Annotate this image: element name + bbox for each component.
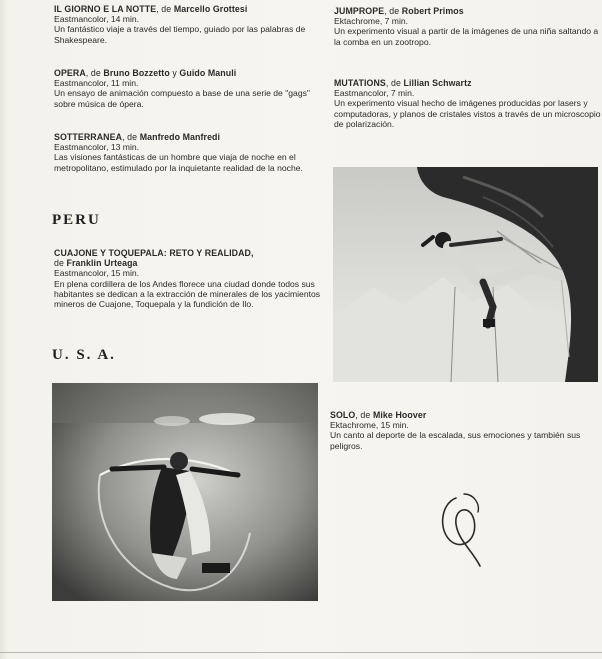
entry-format: Eastmancolor, 15 min. [54,268,140,279]
signature-mark [434,490,494,570]
handwritten-signature [434,490,494,570]
entry-heading: MUTATIONS, de Lillian Schwartz [334,78,472,88]
page-bottom-edge [0,652,602,653]
entry-heading: OPERA, de Bruno Bozzetto y Guido Manuli [54,68,237,78]
climber-photo [333,167,598,382]
entry-format: Eastmancolor, 13 min. [54,142,140,153]
entry-description: Un ensayo de animación compuesto a base de una serie de "gags" sobre música de ópera. [54,88,310,109]
jumprope-photo [52,383,318,601]
entry-solo [330,410,602,451]
entry-format: Ektachrome, 7 min. [334,16,409,27]
entry-description: Un experimento visual a partir de la imágenes de una niña saltando a la comba en un zootropo. [334,26,599,47]
entry-heading: SOLO, de Mike Hoover [330,410,427,420]
entry-description: Un experimento visual hecho de imágenes producidas por lasers y computadoras, y planos de cristales vistos a través de un microscopio de polarización. [334,98,601,129]
section-title-peru: PERU [52,212,101,228]
entry-heading: CUAJONE Y TOQUEPALA: RETO Y REALIDAD, [54,248,254,258]
entry-opera [54,68,322,109]
entry-il-giorno-e-la-notte [54,4,322,45]
entry-sotterranea [54,132,322,173]
entry-description: Un fantástico viaje a través del tiempo, guiado por las palabras de Shakespeare. [54,24,306,45]
entry-format: Eastmancolor, 11 min. [54,78,139,89]
entry-heading: JUMPROPE, de Robert Primos [334,6,464,16]
entry-jumprope [334,6,602,47]
entry-mutations [334,78,602,129]
entry-description: En plena cordillera de los Andes florece una ciudad donde todos sus habitantes se dedican a la extracción de minerales de los yacimientos mineros de Cuajone, Toquepala y la fundición de Ilo. [54,278,321,310]
entry-author: de Franklin Urteaga [54,258,138,269]
entry-cuajone-y-toquepala [54,248,322,309]
entry-description: Las visiones fantásticas de un hombre que viaja de noche en el metropolitano, estimulado por la inquietante realidad de la noche. [54,152,303,173]
section-title-usa: U. S. A. [52,347,116,363]
jumprope-photo-image [52,383,318,601]
entry-format: Ektachrome, 15 min. [330,420,409,431]
entry-format: Eastmancolor, 7 min. [334,88,415,99]
entry-heading: SOTTERRANEA, de Manfredo Manfredi [54,132,221,142]
climber-photo-image [333,167,598,382]
entry-heading: IL GIORNO E LA NOTTE, de Marcello Grottesi [54,4,248,14]
entry-format: Eastmancolor, 14 min. [54,14,140,25]
entry-description: Un canto al deporte de la escalada, sus emociones y también sus peligros. [330,430,581,451]
